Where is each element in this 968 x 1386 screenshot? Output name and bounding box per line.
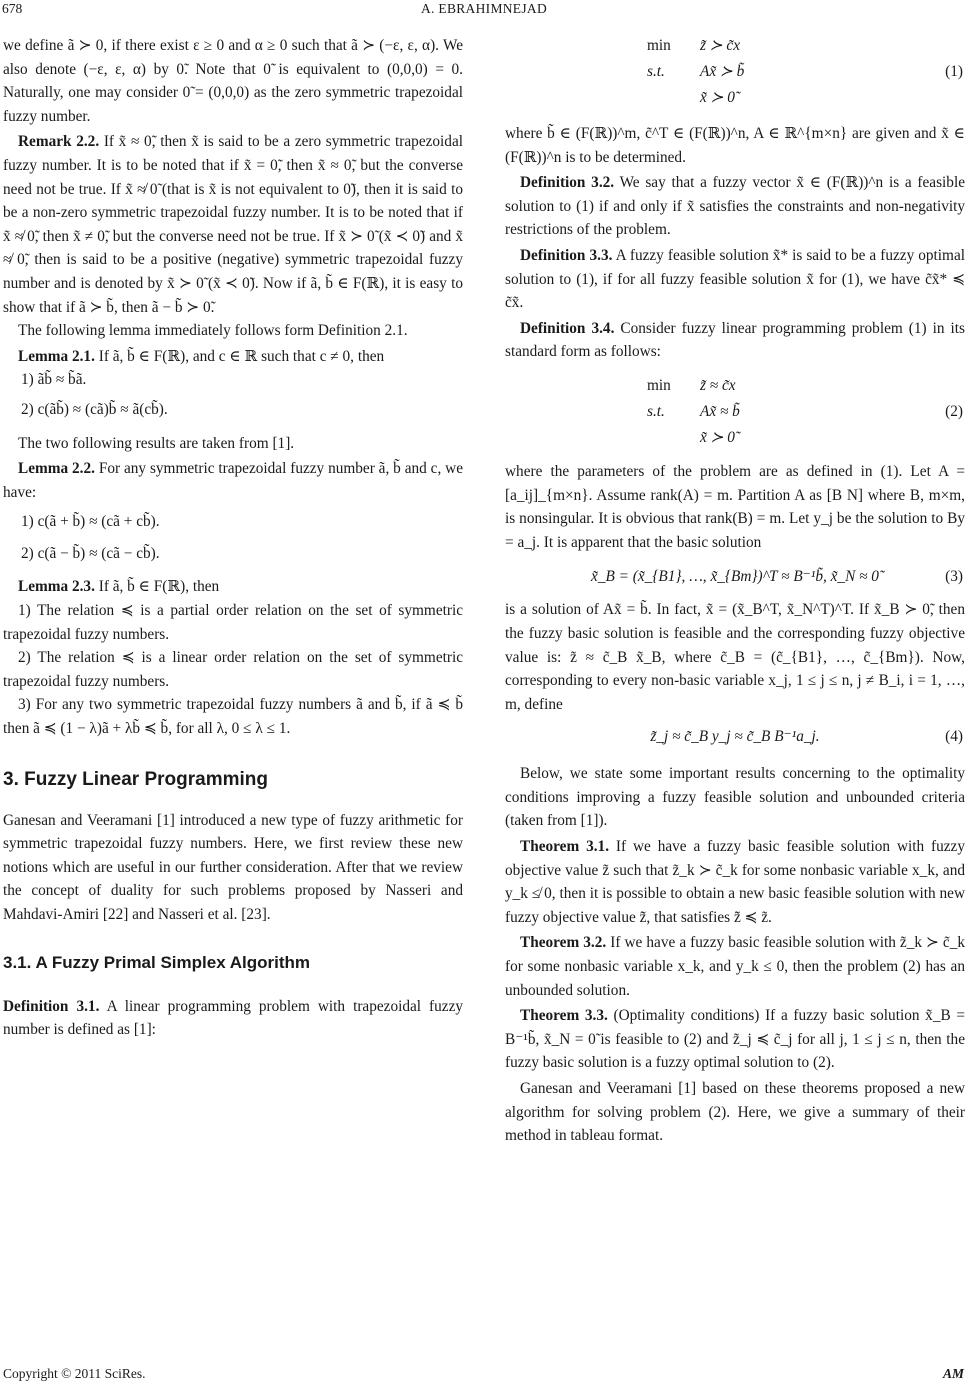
remark-2-2 bbox=[3, 130, 463, 319]
section-3-text: Ganesan and Veeramani [1] introduced a new type of fuzzy arithmetic for symmetric trapezoidal fuzzy numbers. Here, we first review these new notions which are useful in our further consideration. After that we review the concept of duality for such problems proposed by Nasseri and Mahdavi-Amiri [22] and Nasseri et al. [23]. bbox=[3, 811, 463, 923]
eq1-row2-expr: Ax̃ ≻ b̃ bbox=[700, 63, 745, 80]
theorem-3-2-text: If we have a fuzzy basic feasible solution with z̃_k ≻ c̃_k for some nonbasic variable x_k, and y_k ≤ 0, then the problem (2) has an unbounded solution. bbox=[505, 934, 966, 999]
paragraph-where-given: where b̃ ∈ (F(ℝ))^m, c̃^T ∈ (F(ℝ))^n, A ∈ ℝ^{m×n} are given and x̃ ∈ (F(ℝ))^n is to be determined. bbox=[505, 125, 965, 166]
definition-3-2-text: We say that a fuzzy vector x̃ ∈ (F(ℝ))^n is a feasible solution to (1) if and only if x̃ satisfies the constraints and non-negativity restrictions of the problem. bbox=[505, 174, 965, 239]
eq1-row2-label: s.t. bbox=[647, 63, 665, 80]
definition-3-3-text: A fuzzy feasible solution x̃* is said to be a fuzzy optimal solution to (1), if for all fuzzy feasible solution x̃ for (1), we have c̃x̃* ≼ c̃x̃. bbox=[505, 246, 965, 312]
eq2-row3-expr: x̃ ≻ 0̃ bbox=[700, 428, 735, 446]
paragraph-parameters: where the parameters of the problem are as defined in (1). Let A = [a_ij]_{m×n}. Assume rank(A) = m. Partition A as [B N] where B, m×m, is nonsingular. It is obvious that rank(B) = m. Let y_j be the solution to By = a_j. It is apparent that the basic solution bbox=[505, 462, 965, 551]
lemma-2-1-item-2: 2) c(ãb̃) ≈ (cã)b̃ ≈ ã(cb̃). bbox=[21, 400, 168, 418]
page-number: 678 bbox=[2, 1, 23, 16]
lemma-2-1-item-1: 1) ãb̃ ≈ b̃ã. bbox=[21, 371, 87, 389]
theorem-3-3-text: (Optimality conditions) If a fuzzy basic solution x̃_B = B⁻¹b̃, x̃_N = 0̃ is feasible to (2) and z̃_j ≼ c̃_j for all j, 1 ≤ j ≤ n, then the fuzzy basic solution is a fuzzy optimal solution to (2). bbox=[505, 1007, 965, 1072]
eq4-expr: z̃_j ≈ c̃_B y_j ≈ c̃_B B⁻¹a_j. bbox=[650, 728, 820, 746]
copyright: Copyright © 2011 SciRes. bbox=[3, 1366, 146, 1381]
eq1-row1-label: min bbox=[647, 37, 671, 54]
equation-1 bbox=[505, 34, 965, 112]
right-column bbox=[505, 34, 965, 1148]
theorem-3-3-label: Theorem 3.3. bbox=[520, 1007, 608, 1025]
equation-2 bbox=[505, 374, 965, 452]
lemma-2-2-label: Lemma 2.2. bbox=[18, 460, 95, 478]
eq2-row1-label: min bbox=[647, 376, 671, 394]
lemma-2-2 bbox=[3, 457, 463, 504]
lemma-2-3-item-1: 1) The relation ≼ is a partial order relation on the set of symmetric trapezoidal fuzzy numbers. bbox=[3, 602, 463, 643]
paragraph-two-results: The two following results are taken from [1]. bbox=[18, 434, 295, 452]
definition-3-2 bbox=[505, 171, 965, 242]
paragraph-below: Below, we state some important results concerning to the optimality conditions improving a fuzzy feasible solution and unbounded criteria (taken from [1]). bbox=[505, 765, 965, 830]
paragraph-definition-cont: we define ã ≻ 0, if there exist ε ≥ 0 and α ≥ 0 such that ã ≻ (−ε, ε, α). We also denote (−ε, ε, α) by 0̃. Note that 0̃ is equivalent to (0,0,0) = 0. Naturally, one may consider 0̃ = (0,0,0) as the zero symmetric trapezoidal fuzzy number. bbox=[3, 37, 463, 125]
equation-3 bbox=[505, 562, 965, 592]
lemma-2-1-text: If ã, b̃ ∈ F(ℝ), and c ∈ ℝ such that c ≠ 0, then bbox=[98, 347, 385, 365]
theorem-3-1-text: If we have a fuzzy basic feasible solution with fuzzy objective value z̃ such that z̃_k ≻ c̃_k for some nonbasic variable x_k, and y_k ≰ 0, then it is possible to obtain a new basic feasible solution with new fuzzy objective value z̃̃, that satisfies z̃̃ ≼ z̃. bbox=[505, 838, 965, 926]
theorem-3-3 bbox=[505, 1004, 965, 1075]
lemma-2-3 bbox=[3, 575, 463, 599]
definition-3-3-label: Definition 3.3. bbox=[520, 246, 613, 264]
journal-abbrev: AM bbox=[942, 1366, 964, 1381]
page-footer bbox=[3, 1366, 964, 1384]
left-column bbox=[3, 34, 463, 1042]
lemma-2-3-item-3: 3) For any two symmetric trapezoidal fuzzy numbers ã and b̃, if ã ≼ b̃ then ã ≼ (1 − λ)ã + λb̃ ≼ b̃, for all λ, 0 ≤ λ ≤ 1. bbox=[3, 696, 463, 738]
lemma-2-2-item-2: 2) c(ã − b̃) ≈ (cã − cb̃). bbox=[21, 544, 160, 562]
definition-3-2-label: Definition 3.2. bbox=[520, 174, 615, 192]
page-header bbox=[0, 0, 968, 22]
eq2-number: (2) bbox=[945, 402, 963, 420]
definition-3-1-label: Definition 3.1. bbox=[3, 997, 100, 1015]
definition-3-4-text: Consider fuzzy linear programming problem (1) in its standard form as follows: bbox=[505, 319, 965, 361]
lemma-2-2-item-1: 1) c(ã + b̃) ≈ (cã + cb̃). bbox=[21, 513, 160, 531]
eq3-number: (3) bbox=[945, 568, 963, 586]
paragraph-following-lemma: The following lemma immediately follows form Definition 2.1. bbox=[18, 322, 408, 340]
remark-2-2-text: If x̃ ≈ 0̃, then x̃ is said to be a zero symmetric trapezoidal fuzzy number. It is to be noted that if x̃ = 0̃, then x̃ ≈ 0̃, but the converse need not be true. If x̃ ≉ 0̃ (that is x̃ is not equivalent to 0̃), then it is said to be a non-zero symmetric trapezoidal fuzzy number. It is to be noted that if x̃ ≉ 0̃, then x̃ ≠ 0̃, but the converse need not be true. If x̃ ≻ 0̃ (x̃ ≺ 0̃) and x̃ ≉ 0̃, then is said to be a positive (negative) symmetric trapezoidal fuzzy number and is denoted by x̃ ≻ 0̃ (x̃ ≺ 0̃). Now if ã, b̃ ∈ F(ℝ), it is easy to show that if ã ≻ b̃, then ã − b̃ ≻ 0̃. bbox=[3, 133, 463, 316]
theorem-3-2-label: Theorem 3.2. bbox=[520, 934, 607, 952]
definition-3-4-label: Definition 3.4. bbox=[520, 319, 615, 337]
eq1-row1-expr: z̃ ≻ c̃x bbox=[700, 37, 740, 54]
eq4-number: (4) bbox=[945, 728, 963, 746]
eq1-row3-expr: x̃ ≻ 0̃ bbox=[700, 89, 735, 106]
eq2-row2-expr: Ax̃ ≈ b̃ bbox=[700, 402, 740, 420]
theorem-3-2 bbox=[505, 931, 965, 1002]
theorem-3-1 bbox=[505, 835, 965, 929]
remark-2-2-label: Remark 2.2. bbox=[18, 133, 100, 151]
lemma-2-3-label: Lemma 2.3. bbox=[18, 578, 95, 596]
definition-3-1 bbox=[3, 995, 463, 1042]
paragraph-solution: is a solution of Ax̃ = b̃. In fact, x̃ = (x̃_B^T, x̃_N^T)^T. If x̃_B ≻ 0̃, then the fuzzy basic solution is feasible and the corresponding fuzzy objective value is: z̃ ≈ c̃_B x̃_B, where c̃_B = (c̃_{B1}, …, c̃_{Bm}). Now, corresponding to every non-basic variable x_j, 1 ≤ j ≤ n, j ≠ B_i, i = 1, …, m, define bbox=[505, 601, 965, 713]
paragraph-ganesan: Ganesan and Veeramani [1] based on these theorems proposed a new algorithm for solving problem (2). Here, we give a summary of their method in tableau format. bbox=[505, 1080, 965, 1145]
section-3-title: 3. Fuzzy Linear Programming bbox=[3, 768, 268, 790]
definition-3-1-text: A linear programming problem with trapezoidal fuzzy number is defined as [1]: bbox=[3, 997, 464, 1039]
eq2-row2-label: s.t. bbox=[647, 402, 665, 420]
definition-3-3 bbox=[505, 244, 965, 315]
equation-4 bbox=[505, 722, 965, 752]
running-head: A. EBRAHIMNEJAD bbox=[421, 1, 547, 16]
lemma-2-1 bbox=[3, 345, 463, 369]
definition-3-4 bbox=[505, 317, 965, 364]
eq1-number: (1) bbox=[945, 63, 963, 80]
eq2-row1-expr: z̃ ≈ c̃x bbox=[700, 376, 736, 394]
lemma-2-1-label: Lemma 2.1. bbox=[18, 347, 95, 365]
theorem-3-1-label: Theorem 3.1. bbox=[520, 838, 610, 856]
lemma-2-3-text: If ã, b̃ ∈ F(ℝ), then bbox=[98, 578, 220, 596]
section-3-1-title: 3.1. A Fuzzy Primal Simplex Algorithm bbox=[3, 952, 311, 972]
lemma-2-2-text: For any symmetric trapezoidal fuzzy number ã, b̃ and c, we have: bbox=[3, 460, 463, 501]
lemma-2-3-item-2: 2) The relation ≼ is a linear order relation on the set of symmetric trapezoidal fuzzy numbers. bbox=[3, 649, 463, 690]
eq3-expr: x̃_B = (x̃_{B1}, …, x̃_{Bm})^T ≈ B⁻¹b̃, x̃_N ≈ 0̃ bbox=[591, 568, 879, 586]
